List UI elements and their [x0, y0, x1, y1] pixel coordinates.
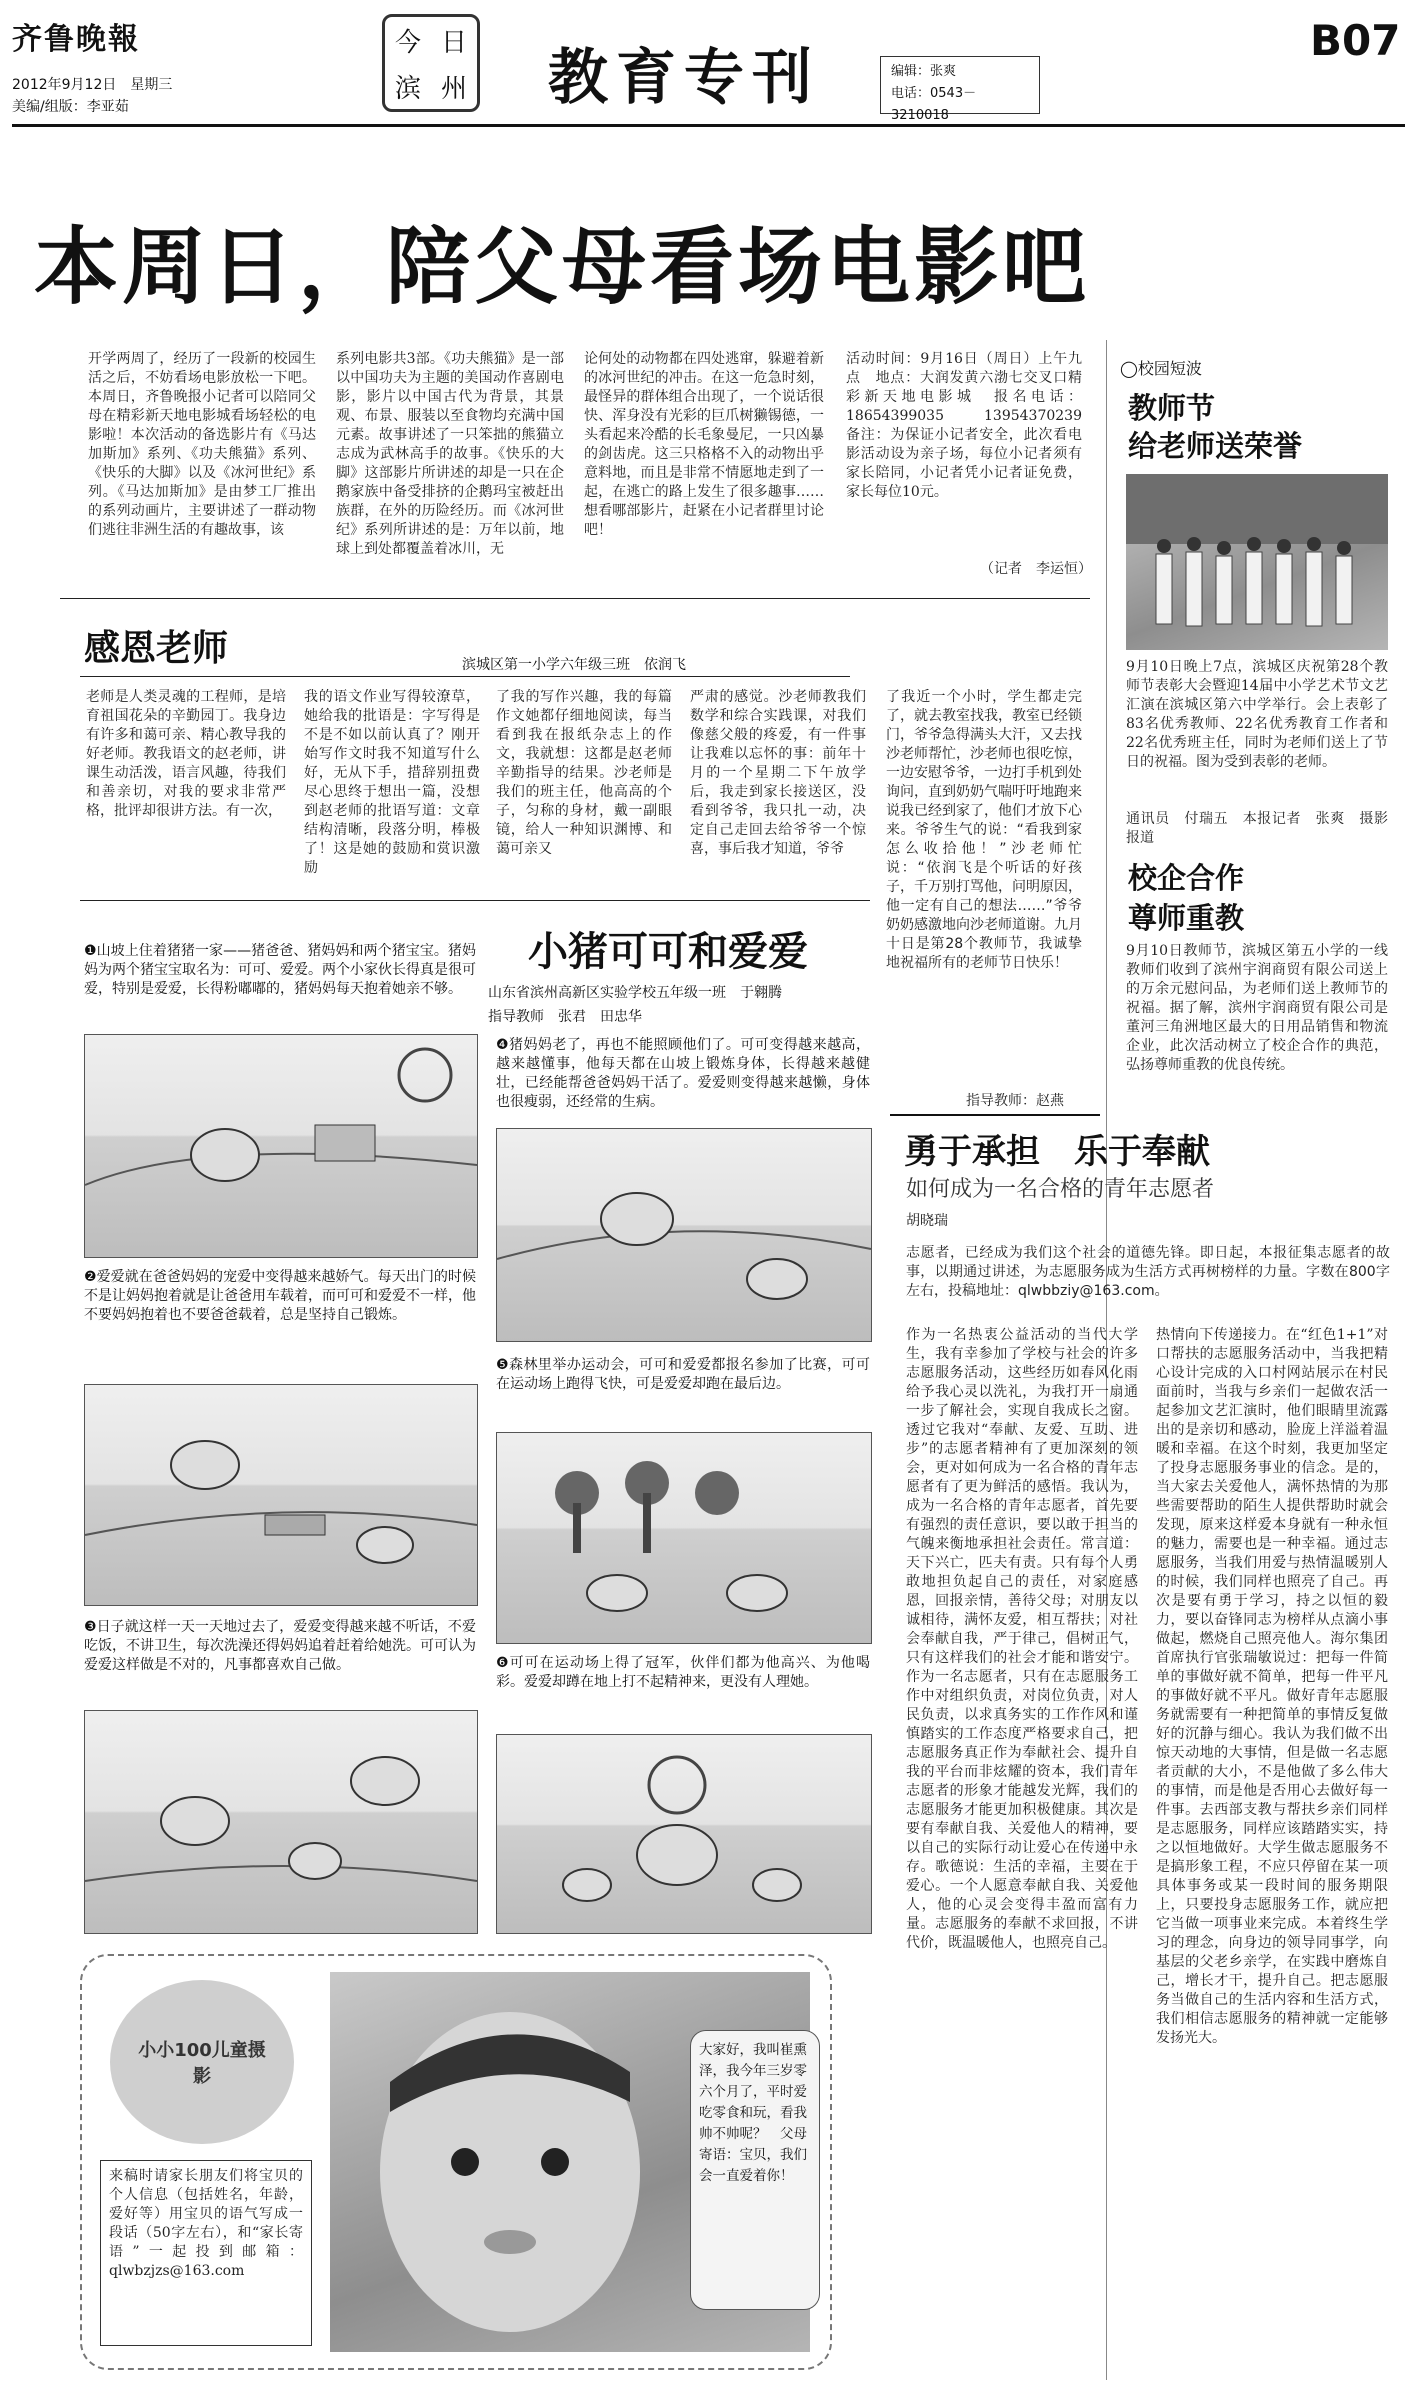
volunteer-subtitle: 如何成为一名合格的青年志愿者 — [906, 1177, 1215, 1202]
seal-char: 州 — [440, 73, 467, 104]
thanks-title: 感恩老师 — [84, 628, 229, 669]
issue-date: 2012年9月12日 星期三 — [12, 77, 173, 93]
volunteer-intro: 志愿者，已经成为我们这个社会的道德先锋。即日起，本报征集志愿者的故事，以期通过讲述，为志愿服务成为生活方式再树榜样的力量。字数在800字左右，投稿地址：qlwbbziy@163.com。 — [906, 1245, 1390, 1299]
editor-credit: 美编/组版：李亚茹 — [12, 99, 129, 115]
piglets-title: 小猪可可和爱爱 — [528, 929, 808, 975]
piglet-cart-sketch — [85, 1385, 477, 1605]
section-rule — [80, 900, 870, 901]
race-sketch — [497, 1433, 871, 1643]
seal-char: 日 — [440, 27, 467, 58]
thanks-col-5: 了我近一个小时，学生都走完了，就去教室找我，教室已经锁门，爷爷急得满头大汗，又去找沙老师帮忙，沙老师也很吃惊，一边安慰爷爷，一边打手机到处询问，直到奶奶气喘吁吁地跑来说我已经到家了，他们才放下心来。爷爷生气的说：“看我到家怎么收拾他！”沙老师忙说：“依润飞是个听话的好孩子，千万别打骂他，问明原因，他一定有自己的想法……”爷爷奶奶感激地向沙老师道谢。九月十日是第28个教师节，我诚挚地祝福所有的老师节日快乐！ — [886, 689, 1082, 971]
section-title: 教育专刊 — [548, 43, 820, 113]
thanks-advisor: 指导教师：赵燕 — [966, 1093, 1064, 1109]
seal-char: 今 — [394, 27, 421, 58]
piglet-exercise-sketch — [497, 1129, 871, 1341]
campus-headline-2b: 尊师重教 — [1128, 901, 1245, 935]
editor-phone: 电话：0543－3210018 — [891, 86, 977, 123]
campus-headline-1a: 教师节 — [1128, 391, 1216, 425]
panel-3-drawing — [84, 1710, 478, 1934]
panel-1-caption: ❶山坡上住着猪猪一家——猪爸爸、猪妈妈和两个猪宝宝。猪妈妈为两个猪宝宝取名为：可可、爱爱。两个小家伙长得真是很可爱，特别是爱爱，长得粉嘟嘟的，猪妈妈每天抱着她亲不够。 — [84, 943, 476, 997]
campus-byline-1: 通讯员 付瑞五 本报记者 张爽 摄影报道 — [1126, 811, 1388, 846]
bubble-text: 大家好，我叫崔熏泽，我今年三岁零六个月了，平时爱吃零食和玩，看我帅不帅呢？ 父母寄语：宝贝，我们会一直爱着你！ — [699, 2042, 807, 2184]
section-rule — [80, 676, 850, 677]
piglets-advisors: 指导教师 张君 田忠华 — [488, 1009, 642, 1025]
thanks-col-4: 严肃的感觉。沙老师教我们数学和综合实践课，对我们像慈父般的疼爱，有一件事让我难以忘怀的事：前年十月的一个星期二下午放学后，我走到家长接送区，没看到爷爷，我只扎一动，决定自己走回去给爷爷一个惊喜，事后我才知道，爷爷 — [690, 689, 866, 857]
panel-2-drawing — [84, 1384, 478, 1606]
panel-3-caption: ❸日子就这样一天一天地过去了，爱爱变得越来越不听话，不爱吃饭，不讲卫生，每次洗澡还得妈妈追着赶着给她洗。可可认为爱爱这样做是不对的，凡事都喜欢自己做。 — [84, 1619, 476, 1673]
panel-6-caption: ❻可可在运动场上得了冠军，伙伴们都为他高兴、为他喝彩。爱爱却蹲在地上打不起精神来，更没有人理她。 — [496, 1655, 870, 1690]
editor-box — [880, 56, 1040, 123]
thanks-col-3: 了我的写作兴趣，我的每篇作文她都仔细地阅读，每当看到我在报纸杂志上的作文，我就想：这都是赵老师辛勤指导的结果。沙老师是我们的班主任，他高高的个子，匀称的身材，戴一副眼镜，给人一种知识渊博、和蔼可亲又 — [496, 689, 672, 857]
lead-col-3 — [584, 350, 824, 580]
thanks-col-1: 老师是人类灵魂的工程师，是培育祖国花朵的辛勤园丁。我身边有许多和蔼可亲、精心教导我的好老师。教我语文的赵老师，讲课生动活泼，语言风趣，待我们和善亲切，对我的要求非常严格，批评却很讲方法。有一次， — [86, 689, 286, 819]
lead-info: 活动时间：9月16日（周日）上午九点 地点：大润发黄六渤七交叉口精彩新天地电影城 报名电话：18654399035 13954370239 备注：为保证小记者安全，此次看电影活动设为亲子场，每位小记者须有家长陪同，小记者凭小记者证免费，家长每位10元。 — [846, 351, 1096, 500]
bath-sketch — [85, 1711, 477, 1933]
campus-headline-2a: 校企合作 — [1128, 861, 1245, 895]
panel-5-caption: ❺森林里举办运动会，可可和爱爱都报名参加了比赛，可可在运动场上跑得飞快，可是爱爱却跑在最后边。 — [496, 1357, 870, 1392]
masthead-rule — [12, 124, 1405, 127]
paper-name: 齐鲁晚報 — [12, 22, 140, 57]
ceremony-figures — [1126, 474, 1388, 650]
lead-col-2 — [336, 350, 564, 580]
page-number: B07 — [1310, 16, 1401, 65]
volunteer-col-1: 作为一名热衷公益活动的当代大学生，我有幸参加了学校与社会的许多志愿服务活动，这些经历如春风化雨给予我心灵以洗礼，为我打开一扇通一步了解社会，实现自我成长之窗。透过它我对“奉献、友爱、互助、进步”的志愿者精神有了更加深刻的领会，更对如何成为一名合格的青年志愿者有了更为鲜活的感悟。我认为，成为一名合格的青年志愿者，首先要有强烈的责任意识，要以敢于担当的气魄来衡地承担社会责任。常言道：天下兴亡，匹夫有责。只有每个人勇敢地担负起自己的责任，对家庭感恩，回报亲情，善待父母；对朋友以诚相待，满怀友爱，相互帮扶；对社会奉献自我，严于律己，倡树正气，只有这样我们的社会才能和谐安宁。作为一名志愿者，只有在志愿服务工作中对组织负责，对岗位负责，对人民负责，以求真务实的工作作风和谨慎踏实的工作态度严格要求自己，把志愿服务真正作为奉献社会、提升自我的平台而非炫耀的资本，我们青年志愿者的形象才能越发光辉，我们的志愿服务才能更加积极健康。其次是要有奉献自我、关爱他人的精神，要以自己的实际行动让爱心在传递中永存。歌德说：生活的幸福，主要在于爱心。一个人愿意奉献自我、关爱他人，他的心灵会变得丰盈而富有力量。志愿服务的奉献不求回报，不讲代价，既温暖他人，也照亮自己。 — [906, 1327, 1138, 1951]
seal-char: 滨 — [394, 73, 421, 104]
lead-byline: （记者 李运恒） — [980, 561, 1092, 577]
baby-notice: 来稿时请家长朋友们将宝贝的个人信息（包括姓名，年龄，爱好等）用宝贝的语气写成一段话（50字左右），和“家长寄语”一起投到邮箱：qlwbzjzs@163.com — [100, 2160, 312, 2346]
panel-4-drawing — [496, 1128, 872, 1342]
lead-text: 系列电影共3部。《功夫熊猫》是一部以中国功夫为主题的美国动作喜剧电影，影片以中国古代为背景，其景观、布景、服装以至食物均充满中国元素。故事讲述了一只笨拙的熊猫立志成为武林高手的故事。《快乐的大脚》这部影片所讲述的却是一只在企鹅家族中备受排挤的企鹅玛宝被赶出族群，在外的历险经历。而《冰河世纪》系列所讲述的是：万年以前，地球上到处都覆盖着冰川，无 — [336, 351, 564, 557]
panel-4-caption: ❹猪妈妈老了，再也不能照顾他们了。可可变得越来越高，越来越懂事，他每天都在山坡上锻炼身体，长得越来越健壮，已经能帮爸爸妈妈干活了。爱爱则变得越来越懒，身体也很瘦弱，还经常的生病。 — [496, 1037, 870, 1110]
campus-story-1: 9月10日晚上7点，滨城区庆祝第28个教师节表彰大会暨迎14届中小学艺术节文艺汇演在滨城区第六中学举行。会上表彰了83名优秀教师、22名优秀教育工作者和22名优秀班主任，同时为老师们送上了节日的祝福。图为受到表彰的老师。 — [1126, 659, 1388, 770]
thanks-col-2: 我的语文作业写得较潦草，她给我的批语是：字写得是不是不如以前认真了？刚开始写作文时我不知道写什么好，无从下手，措辞别扭费尽心思终于想出一篇，没想到赵老师的批语写道：文章结构清晰，段落分明，棒极了！这是她的鼓励和赏识激励 — [304, 689, 480, 876]
lead-text: 开学两周了，经历了一段新的校园生活之后，不妨看场电影放松一下吧。本周日，齐鲁晚报小记者可以陪同父母在精彩新天地电影城看场轻松的电影啦！本次活动的备选影片有《马达加斯加》系列、《功夫熊猫》系列、《快乐的大脚》以及《冰河世纪》系列。《马达加斯加》是由梦工厂推出的系列动画片，主要讲述了一群动物们逃往非洲生活的有趣故事，该 — [88, 351, 316, 538]
campus-headline-1b: 给老师送荣誉 — [1128, 429, 1303, 463]
baby-logo — [110, 1980, 294, 2144]
campus-story-2: 9月10日教师节，滨城区第五小学的一线教师们收到了滨州宇润商贸有限公司送上的万余元慰问品，为老师们送上教师节的祝福。据了解，滨州宇润商贸有限公司是董河三角洲地区最大的日用品销售和物流企业，此次活动树立了校企合作的典范，弘扬尊师重教的优良传统。 — [1126, 943, 1388, 1073]
campus-kicker: ◯校园短波 — [1120, 359, 1202, 378]
volunteer-col-2: 热情向下传递接力。在“红色1+1”对口帮扶的志愿服务活动中，当我把精心设计完成的入口村网站展示在村民面前时，当我与乡亲们一起做农活一起参加文艺汇演时，他们眼睛里流露出的是亲切和感动，脸庞上洋溢着温暖和幸福。在这个时刻，我更加坚定了投身志愿服务事业的信念。是的，当大家去关爱他人，满怀热情的为那些需要帮助的陌生人提供帮助时就会发现，原来这样爱本身就有一种永恒的魅力，需要也是一种幸福。通过志愿服务，当我们用爱与热情温暖别人的时候，我们同样也照亮了自己。再次是要有勇于学习，持之以恒的毅力，要以奋锋同志为榜样从点滴小事做起，燃烧自己照亮他人。海尔集团首席执行官张瑞敏说过：把每一件简单的事做好就不简单，把每一件平凡的事做好就不平凡。做好青年志愿服务就需要有一种把简单的事情反复做好的沉静与细心。我认为我们做不出惊天动地的大事情，但是做一名志愿者贡献的大小，不是他做了多么伟大的事情，而是他是否用心去做好每一件事。去西部支教与帮扶乡亲们同样是志愿服务，同样应该踏踏实实，持之以恒地做好。大学生做志愿服务不是搞形象工程，不应只停留在某一项具体事务或某一段时间的服务期限上，只要投身志愿服务工作，就应把它当做一项事业来完成。本着终生学习的理念，向身边的领导同事学，向基层的父老乡亲学，在实践中磨炼自己，增长才干，提升自己。把志愿服务当做自己的生活内容和生活方式，我们相信志愿服务的精神就一定能够发扬光大。 — [1156, 1327, 1388, 2046]
volunteer-title: 勇于承担 乐于奉献 — [904, 1132, 1210, 1172]
panel-6-drawing — [496, 1734, 872, 1934]
champion-sketch — [497, 1735, 871, 1933]
thanks-author: 滨城区第一小学六年级三班 依润飞 — [462, 657, 686, 673]
panel-5-drawing — [496, 1432, 872, 1644]
section-rule — [890, 1114, 1100, 1116]
volunteer-author: 胡晓瑞 — [906, 1213, 948, 1229]
main-headline: 本周日，陪父母看场电影吧 — [34, 218, 1091, 316]
editor-name: 编辑：张爽 — [891, 64, 957, 79]
lead-col-1 — [88, 350, 316, 580]
panel-1-drawing — [84, 1034, 478, 1258]
logo-text: 小小100儿童摄影 — [138, 2040, 266, 2087]
panel-2-caption: ❷爱爱就在爸爸妈妈的宠爱中变得越来越娇气。每天出门的时候不是让妈妈抱着就是让爸爸用车载着，而可可和爱爱不一样，他不要妈妈抱着也不要爸爸载着，总是坚持自己锻炼。 — [84, 1269, 476, 1323]
piglet-family-sketch — [85, 1035, 477, 1257]
lead-col-4 — [846, 350, 1096, 555]
award-ceremony-photo — [1126, 474, 1388, 650]
section-rule — [60, 598, 1090, 599]
lead-text: 论何处的动物都在四处逃窜，躲避着新的冰河世纪的冲击。在这一危急时刻，最怪异的群体组合出现了，一个说话很快、浑身没有光彩的巨爪树獭锡德，一头看起来冷酷的长毛象曼尼，一只凶暴的剑齿虎。这三只格格不入的动物出乎意料地，而且是非常不情愿地走到了一起，在逃亡的路上发生了很多趣事……想看哪部影片，赶紧在小记者群里讨论吧！ — [584, 351, 824, 538]
seal-logo — [382, 14, 480, 112]
piglets-author: 山东省滨州高新区实验学校五年级一班 于翱腾 — [488, 985, 782, 1001]
speech-bubble — [690, 2030, 820, 2310]
